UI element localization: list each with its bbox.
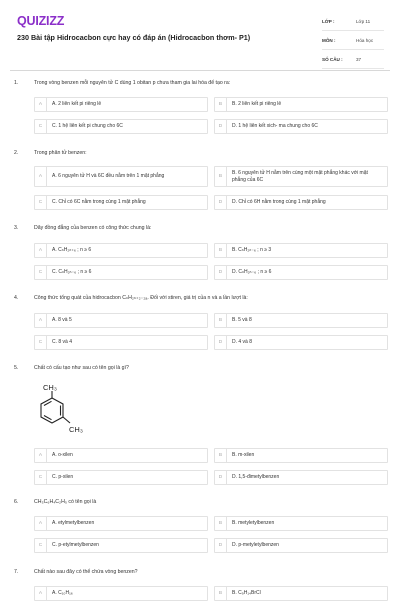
option-letter: D [215, 336, 227, 349]
option-letter: B [215, 314, 227, 327]
option-letter: C [35, 539, 47, 552]
option-text: B. CₙH₂ₙ₋₆ ; n ≥ 3 [232, 247, 272, 254]
option-text: C. p-etylmetylbenzen [52, 542, 99, 549]
question-text: CH₃C₆H₄C₂H₅ có tên gọi là [34, 499, 97, 505]
option-letter: D [215, 539, 227, 552]
option-d[interactable] [214, 470, 388, 485]
option-letter: A [35, 314, 47, 327]
option-text: C. 8 và 4 [52, 339, 73, 346]
question-number: 7. [14, 569, 19, 575]
option-text: D. 4 và 8 [232, 339, 253, 346]
question-number: 1. [14, 80, 19, 86]
option-a[interactable] [34, 313, 208, 328]
option-text: B. metyletylbenzen [232, 520, 275, 527]
option-a[interactable] [34, 448, 208, 463]
option-letter: C [35, 471, 47, 484]
option-b[interactable] [214, 313, 388, 328]
option-d[interactable] [214, 195, 388, 210]
option-text: C. 1 hệ liên kết pi chung cho 6C [52, 123, 123, 130]
page-title: 230 Bài tập Hidrocacbon cực hay có đáp án (Hidrocacbon thơm- P1) [17, 33, 251, 42]
option-letter: A [35, 244, 47, 257]
methyl-label-top: CH₃ [43, 383, 57, 392]
option-b[interactable] [214, 166, 388, 187]
question-text: Trong vòng benzen mỗi nguyên tử C dùng 1 obitan p chưa tham gia lai hóa để tạo ra: [34, 80, 231, 86]
option-c[interactable] [34, 265, 208, 280]
option-letter: D [215, 471, 227, 484]
question-3 [14, 225, 388, 231]
header-divider [10, 70, 390, 71]
option-letter: C [35, 266, 47, 279]
option-text: B. 2 liên kết pi riêng lẻ [232, 101, 282, 108]
meta-label: LỚP : [322, 18, 335, 24]
question-text: Trong phân tử benzen: [34, 150, 87, 156]
option-d[interactable] [214, 265, 388, 280]
option-b[interactable] [214, 516, 388, 531]
question-6 [14, 499, 388, 505]
option-text: A. 8 và 5 [52, 317, 72, 324]
option-letter: D [215, 120, 227, 133]
option-letter: D [215, 196, 227, 209]
question-text: Công thức tổng quát của hidrocacbon CₙH₂ₙ₊₂₋₂ₐ. Đối với stiren, giá trị của n và a lần lượt là: [34, 295, 248, 301]
meta-row-count [322, 50, 384, 69]
option-d[interactable] [214, 119, 388, 134]
meta-value: Hóa học [356, 37, 374, 43]
option-a[interactable] [34, 97, 208, 112]
option-text: D. CₙH₂ₙ₋₆ ; n ≥ 6 [232, 269, 272, 276]
option-c[interactable] [34, 119, 208, 134]
option-letter: D [215, 266, 227, 279]
question-number: 2. [14, 150, 19, 156]
question-number: 3. [14, 225, 19, 231]
option-letter: B [215, 244, 227, 257]
option-d[interactable] [214, 335, 388, 350]
question-7 [14, 569, 388, 575]
question-5 [14, 365, 388, 371]
option-text: A. 6 nguyên tử H và 6C đều nằm trên 1 mặt phẳng [52, 173, 165, 180]
question-number: 4. [14, 295, 19, 301]
question-1 [14, 80, 388, 86]
option-text: D. 1,5-đimetylbenzen [232, 474, 280, 481]
question-text: Chất có cấu tạo như sau có tên gọi là gì? [34, 365, 129, 371]
option-letter: A [35, 167, 47, 186]
option-letter: A [35, 98, 47, 111]
option-letter: C [35, 196, 47, 209]
option-text: A. etylmetylbenzen [52, 520, 95, 527]
option-letter: B [215, 98, 227, 111]
meta-value: 37 [356, 56, 362, 62]
option-b[interactable] [214, 448, 388, 463]
option-text: D. p-metyletylbenzen [232, 542, 279, 549]
question-2 [14, 150, 388, 156]
m-xylene-structure-image [32, 382, 102, 442]
question-number: 6. [14, 499, 19, 505]
question-4 [14, 295, 388, 301]
option-text: D. 1 hệ liên kết xich- ma chung cho 6C [232, 123, 318, 130]
option-text: A. o-xilen [52, 452, 73, 459]
option-a[interactable] [34, 243, 208, 258]
option-text: D. Chỉ có 6H nằm trong cùng 1 mặt phẳng [232, 199, 326, 206]
option-c[interactable] [34, 538, 208, 553]
option-c[interactable] [34, 470, 208, 485]
option-b[interactable] [214, 97, 388, 112]
option-text: C. Chỉ có 6C nằm trong cùng 1 mặt phẳng [52, 199, 146, 206]
option-letter: B [215, 167, 227, 186]
question-text: Chất nào sau đây có thể chứa vòng benzen? [34, 569, 138, 575]
meta-row-subject [322, 31, 384, 50]
logo: QUIZIZZ [17, 14, 65, 28]
option-a[interactable] [34, 166, 208, 187]
option-letter: B [215, 449, 227, 462]
option-a[interactable] [34, 586, 208, 601]
option-text: B. C₉H₁₄BrCl [232, 590, 261, 597]
meta-table [322, 12, 384, 69]
option-d[interactable] [214, 538, 388, 553]
option-c[interactable] [34, 195, 208, 210]
option-letter: C [35, 120, 47, 133]
meta-label: SỐ CÂU : [322, 56, 343, 62]
option-letter: A [35, 517, 47, 530]
option-text: A. 2 liên kết pi riêng lẻ [52, 101, 102, 108]
option-letter: B [215, 517, 227, 530]
meta-row-grade [322, 12, 384, 31]
option-text: C. CₙH₂ₙ₋₆ ; n ≥ 6 [52, 269, 92, 276]
option-letter: C [35, 336, 47, 349]
option-b[interactable] [214, 586, 388, 601]
option-text: B. m-xilen [232, 452, 255, 459]
meta-value: Lớp 11 [356, 18, 371, 24]
option-text: C. p-xilen [52, 474, 74, 481]
question-number: 5. [14, 365, 19, 371]
option-text: A. C₁₀H₁₆ [52, 590, 73, 597]
option-b[interactable] [214, 243, 388, 258]
option-c[interactable] [34, 335, 208, 350]
question-text: Dãy đồng đẳng của benzen có công thức chung là: [34, 225, 152, 231]
option-a[interactable] [34, 516, 208, 531]
option-letter: A [35, 449, 47, 462]
methyl-label-side: CH₃ [69, 425, 83, 434]
option-letter: B [215, 587, 227, 600]
option-text: B. 6 nguyên tử H nằm trên cùng một mặt phẳng khác với mặt phẳng của 6C [232, 170, 368, 183]
option-text: B. 5 và 8 [232, 317, 252, 324]
option-letter: A [35, 587, 47, 600]
meta-label: MÔN : [322, 37, 336, 43]
option-text: A. CₙH₂ₙ₊₆ ; n ≥ 6 [52, 247, 92, 254]
